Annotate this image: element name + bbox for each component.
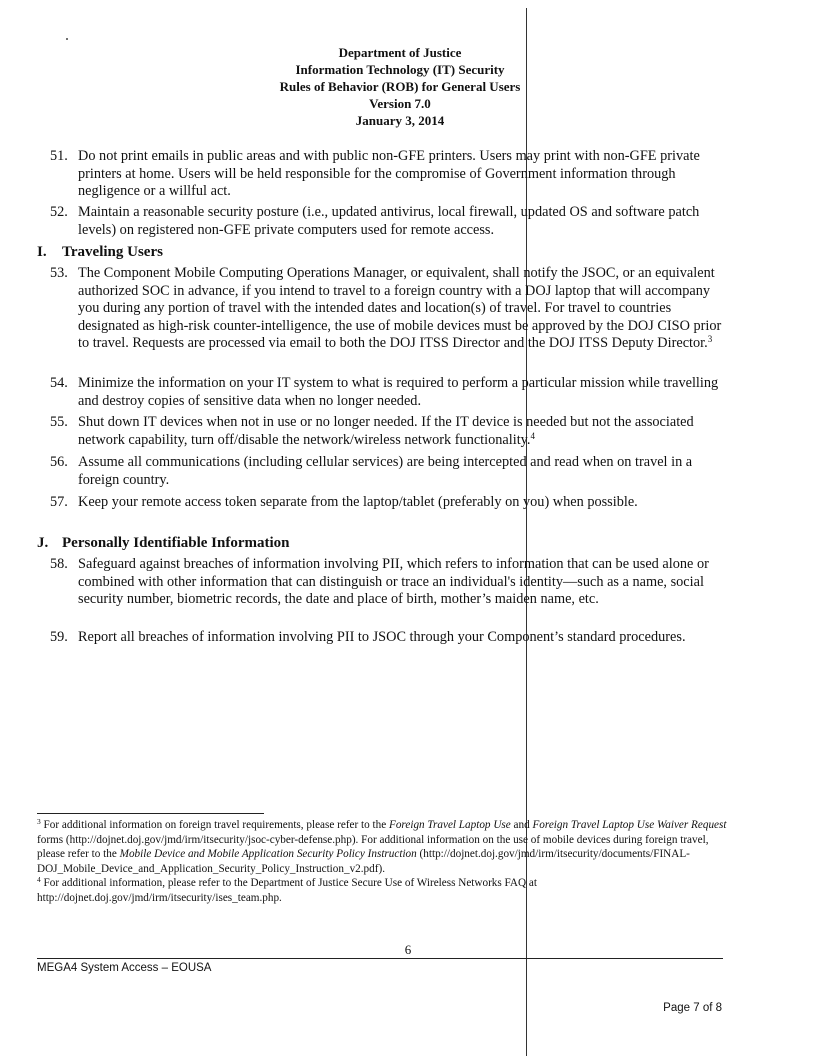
- page-number: 6: [404, 942, 412, 957]
- rule-item-56: [50, 454, 730, 489]
- header-date: January 3, 2014: [355, 113, 445, 128]
- section-letter: I.: [37, 244, 47, 260]
- rule-item-57: [50, 494, 730, 512]
- rule-number: 53.: [50, 265, 68, 281]
- section-letter: J.: [37, 535, 49, 551]
- rule-item-58: [50, 556, 730, 609]
- rule-number: 55.: [50, 414, 68, 430]
- footnote-text: forms (http://dojnet.doj.gov/jmd/irm/itsecurity/jsoc-cyber-defense.php). For additional information on the use of mobile devices during foreign travel, please refer to the: [37, 833, 709, 860]
- footnote-text: For additional information, please refer to the Department of Justice Secure Use of Wireless Networks FAQ at http://dojnet.doj.gov/jmd/irm/itsecurity/ises_team.php.: [37, 877, 537, 904]
- rule-number: 52.: [50, 204, 68, 220]
- footnote-policy-title: Mobile Device and Mobile Application Security Policy Instruction: [119, 848, 417, 860]
- rule-number: 58.: [50, 556, 68, 572]
- header-rob-title: Rules of Behavior (ROB) for General Users: [279, 79, 521, 94]
- rule-text: Minimize the information on your IT system to what is required to perform a particular mission while travelling and destroy copies of sensitive data when no longer needed.: [78, 375, 719, 409]
- footnote-text: and: [510, 819, 533, 831]
- scan-speck: [66, 38, 68, 40]
- document-header: [200, 44, 600, 129]
- rule-number: 54.: [50, 375, 68, 391]
- rule-item-54: [50, 375, 730, 410]
- rule-item-55: [50, 414, 730, 449]
- footnote-3: [37, 818, 737, 876]
- footnote-text: (http://dojnet.doj.gov/jmd/irm/itsecurity/documents/FINAL-DOJ_Mobile_Device_and_Application_Security_Policy_Instruction_v2.pdf).: [37, 848, 690, 875]
- section-title: Personally Identifiable Information: [62, 535, 290, 551]
- rule-number: 59.: [50, 629, 68, 645]
- rule-item-52: [50, 204, 730, 239]
- footnote-mark: 3: [37, 817, 41, 826]
- rule-number: 56.: [50, 454, 68, 470]
- footnote-ref: 4: [530, 430, 535, 441]
- rule-text: Assume all communications (including cellular services) are being intercepted and read when on travel in a foreign country.: [78, 454, 693, 488]
- rule-text: Safeguard against breaches of information involving PII, which refers to information that can be used alone or combined with other information that can distinguish or trace an individual's identity—such as a name, social security number, biometric records, the date and place of birth, mother’s maiden name, etc.: [78, 556, 709, 607]
- footer-separator: [37, 958, 723, 959]
- section-title: Traveling Users: [62, 244, 163, 260]
- header-it-security: Information Technology (IT) Security: [295, 62, 505, 77]
- footer-page-of: Page 7 of 8: [663, 1002, 722, 1014]
- rule-item-59: [50, 629, 730, 647]
- footnote-form-title: Foreign Travel Laptop Use: [389, 819, 511, 831]
- rule-text: Do not print emails in public areas and with public non-GFE printers. Users may print with non-GFE private printers at home. Users will be held responsible for the compromise of Government information through negligence or a willful act.: [78, 148, 700, 199]
- header-department: Department of Justice: [338, 45, 462, 60]
- rule-text: Keep your remote access token separate from the laptop/tablet (preferably on you) when possible.: [78, 494, 638, 510]
- rule-text: Report all breaches of information involving PII to JSOC through your Component’s standard procedures.: [78, 629, 686, 645]
- footnote-4: [37, 876, 737, 905]
- rule-text: Maintain a reasonable security posture (i.e., updated antivirus, local firewall, updated OS and software patch levels) on registered non-GFE private computers used for remote access.: [78, 204, 700, 238]
- footnote-ref: 3: [707, 334, 713, 344]
- footnote-separator: [37, 813, 264, 814]
- footnote-form-title: Foreign Travel Laptop Use Waiver Request: [532, 819, 727, 831]
- rule-number: 51.: [50, 148, 68, 164]
- section-heading-traveling-users: [37, 243, 163, 261]
- rule-item-51: [50, 148, 730, 201]
- footnote-text: For additional information on foreign travel requirements, please refer to the: [43, 819, 389, 831]
- footer-system-label: MEGA4 System Access – EOUSA: [37, 962, 212, 974]
- section-heading-pii: [37, 534, 290, 552]
- rule-text: Shut down IT devices when not in use or no longer needed. If the IT device is needed but not the associated network capability, turn off/disable the network/wireless network functionality.: [78, 414, 694, 448]
- rule-text: The Component Mobile Computing Operations Manager, or equivalent, shall notify the JSOC, or an equivalent authorized SOC in advance, if you intend to travel to a foreign country with a DOJ laptop that will accompany you during any portion of travel with the intended dates and location(s) of travel. For travel to countries designated as high-risk counter-intelligence, the use of mobile devices must be approved by the DOJ CISO prior to travel. Requests are processed via email to both the DOJ ITSS Director and the DOJ ITSS Deputy Director.: [78, 265, 722, 351]
- footnotes: [37, 818, 737, 905]
- rule-item-53: [50, 265, 730, 353]
- footnote-mark: 4: [37, 875, 41, 884]
- rule-number: 57.: [50, 494, 68, 510]
- header-version: Version 7.0: [369, 96, 431, 111]
